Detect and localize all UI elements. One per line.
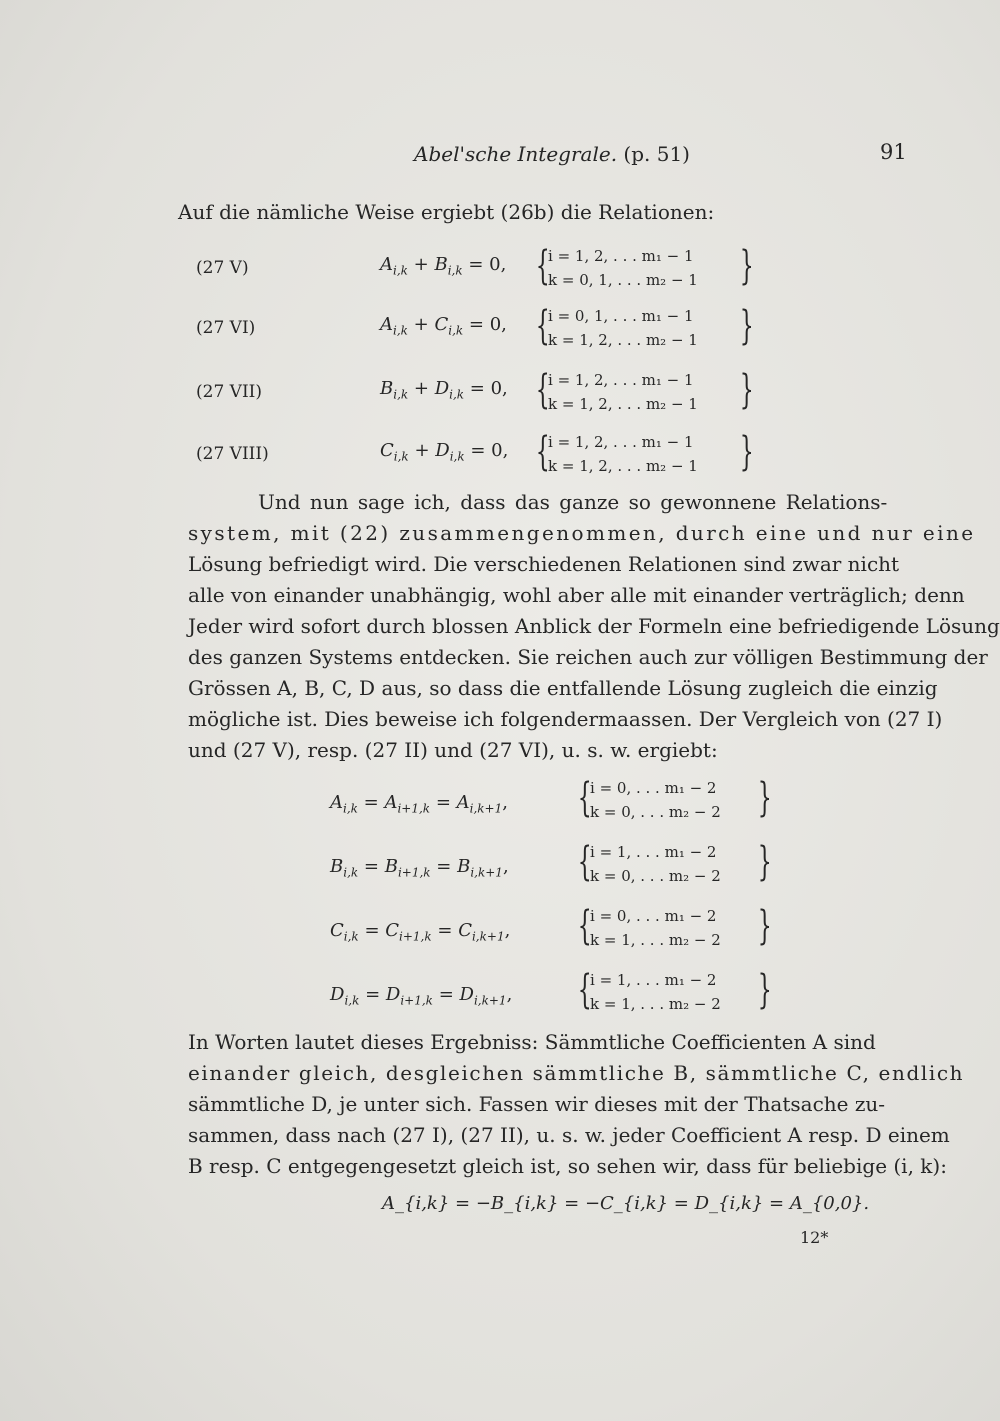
relation-conditions: [548, 304, 698, 352]
equality-chain: $D_{i,k} = D_{i+1,k} = D_{i,k+1}$,: [330, 984, 513, 1008]
text-line: Jeder wird sofort durch blossen Anblick der Formeln eine befriedigende Lösung: [188, 614, 1000, 638]
relation-lhs: $C_{i,k} + D_{i,k} = 0$,: [380, 440, 509, 464]
text-line: sammen, dass nach (27 I), (27 II), u. s. w. jeder Coefficient A resp. D einem: [188, 1123, 950, 1147]
page-number: 91: [880, 140, 907, 164]
text-line: Grössen A, B, C, D aus, so dass die entfallende Lösung zugleich die einzig: [188, 676, 938, 700]
condition-i: i = 1, 2, . . . m₁ − 1: [548, 433, 694, 451]
text-line: des ganzen Systems entdecken. Sie reichen auch zur völligen Bestimmung der: [188, 645, 988, 669]
final-equation-text: A_{i,k} = −B_{i,k} = −C_{i,k} = D_{i,k} = A_{0,0}.: [382, 1193, 870, 1214]
header-section: (p. 51): [623, 142, 690, 166]
header-title: Abel'sche Integrale.: [414, 142, 618, 166]
equality-chain: $C_{i,k} = C_{i+1,k} = C_{i,k+1}$,: [330, 920, 511, 944]
open-brace: {: [535, 367, 550, 413]
text-line: In Worten lautet dieses Ergebniss: Sämmtliche Coefficienten A sind: [188, 1030, 876, 1054]
condition-k: k = 1, . . . m₂ − 2: [590, 995, 721, 1013]
condition-i: i = 0, . . . m₁ − 2: [590, 779, 717, 797]
condition-i: i = 0, 1, . . . m₁ − 1: [548, 307, 694, 325]
equation-label: (27 VIII): [196, 444, 269, 464]
text-line: sämmtliche D, je unter sich. Fassen wir dieses mit der Thatsache zu-: [188, 1092, 886, 1116]
final-equation: [382, 1193, 869, 1214]
condition-k: k = 0, 1, . . . m₂ − 1: [548, 271, 698, 289]
close-brace: }: [757, 839, 772, 885]
close-brace: }: [739, 303, 754, 349]
equality-conditions: [590, 968, 721, 1016]
equation-label: (27 V): [196, 258, 249, 278]
open-brace: {: [577, 903, 592, 949]
open-brace: {: [577, 775, 592, 821]
footer-signature: 12*: [800, 1228, 829, 1247]
open-brace: {: [577, 967, 592, 1013]
condition-i: i = 0, . . . m₁ − 2: [590, 907, 717, 925]
equation-label: (27 VII): [196, 382, 263, 402]
close-brace: }: [739, 429, 754, 475]
condition-i: i = 1, . . . m₁ − 2: [590, 971, 717, 989]
condition-k: k = 1, 2, . . . m₂ − 1: [548, 395, 698, 413]
close-brace: }: [757, 903, 772, 949]
open-brace: {: [577, 839, 592, 885]
text-line: mögliche ist. Dies beweise ich folgendermaassen. Der Vergleich von (27 I): [188, 707, 943, 731]
condition-k: k = 1, . . . m₂ − 2: [590, 931, 721, 949]
close-brace: }: [757, 775, 772, 821]
relation-conditions: [548, 368, 698, 416]
close-brace: }: [739, 243, 754, 289]
text-line: und (27 V), resp. (27 II) und (27 VI), u. s. w. ergiebt:: [188, 738, 718, 762]
condition-k: k = 0, . . . m₂ − 2: [590, 803, 721, 821]
condition-k: k = 1, 2, . . . m₂ − 1: [548, 331, 698, 349]
relation-lhs: $A_{i,k} + C_{i,k} = 0$,: [380, 314, 507, 338]
close-brace: }: [739, 367, 754, 413]
text-line: alle von einander unabhängig, wohl aber alle mit einander verträglich; denn: [188, 583, 965, 607]
running-header: [414, 142, 690, 166]
text-line: system, mit (22) zusammengenommen, durch eine und nur eine: [188, 521, 976, 545]
condition-k: k = 1, 2, . . . m₂ − 1: [548, 457, 698, 475]
equality-chain: $A_{i,k} = A_{i+1,k} = A_{i,k+1}$,: [330, 792, 508, 816]
relation-conditions: [548, 244, 698, 292]
close-brace: }: [757, 967, 772, 1013]
relation-lhs: $B_{i,k} + D_{i,k} = 0$,: [380, 378, 508, 402]
open-brace: {: [535, 243, 550, 289]
equality-chain: $B_{i,k} = B_{i+1,k} = B_{i,k+1}$,: [330, 856, 509, 880]
condition-k: k = 0, . . . m₂ − 2: [590, 867, 721, 885]
intro-line: Auf die nämliche Weise ergiebt (26b) die Relationen:: [178, 200, 715, 224]
text-line: Lösung befriedigt wird. Die verschiedenen Relationen sind zwar nicht: [188, 552, 900, 576]
equality-conditions: [590, 840, 721, 888]
condition-i: i = 1, 2, . . . m₁ − 1: [548, 247, 694, 265]
text-line: Und nun sage ich, dass das ganze so gewonnene Relations-: [258, 490, 888, 514]
equation-label: (27 VI): [196, 318, 256, 338]
equality-conditions: [590, 904, 721, 952]
text-line: B resp. C entgegengesetzt gleich ist, so sehen wir, dass für beliebige (i, k):: [188, 1154, 947, 1178]
relation-conditions: [548, 430, 698, 478]
text-line: einander gleich, desgleichen sämmtliche B, sämmtliche C, endlich: [188, 1061, 965, 1085]
relation-lhs: $A_{i,k} + B_{i,k} = 0$,: [380, 254, 507, 278]
condition-i: i = 1, 2, . . . m₁ − 1: [548, 371, 694, 389]
equality-conditions: [590, 776, 721, 824]
open-brace: {: [535, 429, 550, 475]
open-brace: {: [535, 303, 550, 349]
condition-i: i = 1, . . . m₁ − 2: [590, 843, 717, 861]
